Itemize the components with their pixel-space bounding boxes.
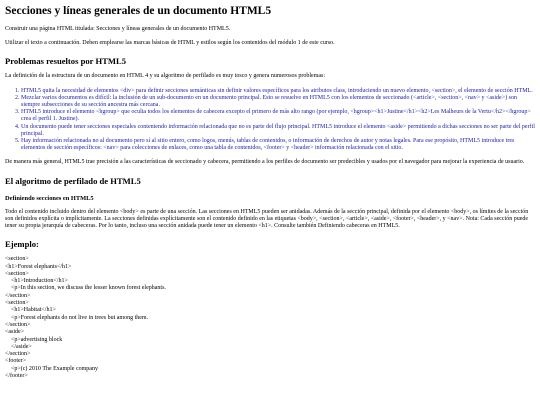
- subheading-defining-sections: Definiendo secciones en HTML5: [5, 194, 94, 202]
- example-code-block: <section> <h1>Forest elephants</h1> <section> <h1>Introduction</h1> <p>In this section, we discuss the lesser known forest elephants. </section> <section> <h1>Habitat</h1> <p>Forest elephants do not live in trees but among them. </section> <aside> <p>advertising block </aside> </section> <footer> <p>(c) 2010 The Example company </footer>: [5, 256, 166, 379]
- list-item: 4. Un documento puede tener secciones especiales conteniendo información relacionada que no es parte del flujo principal. HTML5 introduce el elemento <aside> permitiendo a dichas secciones no ser parte del perfil principal.: [21, 124, 535, 138]
- intro-paragraph-1: Construir una página HTML titulada: Secciones y líneas generales de un documento HTML5.: [5, 26, 231, 32]
- problems-closing-paragraph: De manera más general, HTML5 trae precisión a las características de seccionado y cabecera, permitiendo a los perfiles de documento ser predecibles y usados por el navegador para mejorar la experiencia de usuario.: [5, 159, 525, 166]
- algorithm-body-paragraph: Todo el contenido incluido dentro del elemento <body> es parte de una sección. Las secciones en HTML5 pueden ser anidadas. Además de la sección principal, definida por el elemento <body>, os límites de la sección son definidos explícita o implícitamente. La secciones definidas explícitamente son el contenido definido en las etiquetas <body>, <section>, <article>, <aside>, <footer>, <header>, y <nav>. Nota: Cada sección puede tener su propia jerarquía de cabeceras. Por lo tanto, incluso una sección anidada puede tener un elemento <h1>. Consulte también Definiendo cabeceras en HTML5.: [5, 208, 529, 230]
- problems-lead-paragraph: La definición de la estructura de un documento en HTML 4 y su algoritmo de perfilado es muy tosco y genera numerosos problemas:: [5, 73, 326, 80]
- list-item: 2. Mezclar varios documentos es difícil: la inclusión de un sub-documento en un documento principal. Esto se resuelve en HTML5 con los elementos de seccionado (<article>, <section>, <nav> y <aside>) son siempre subsecciones de su sección ancestra más cercana.: [21, 95, 535, 109]
- list-item: 1. HTML5 quita la necesidad de elementos <div> para definir secciones semánticas sin definir valores específicos para los atributos class, introduciendo un nuevo elemento, <section>, el elemento de sección HTML.: [21, 88, 535, 95]
- list-item: 5. Hay información relacionada no al documento pero sí al sitio entero, como logos, menús, tablas de contenidos, o información de derechos de autor y notas legales. Para ese propósito, HTML5 introduce tres elementos de sección específicos: <nav> para colecciones de enlaces, como una tabla de contenidos, <footer> y <header> información relacionada con el sitio.: [21, 138, 535, 152]
- problems-list: [5, 88, 535, 153]
- section-heading-problems: Problemas resueltos por HTML5: [5, 56, 127, 67]
- page-title: Secciones y líneas generales de un documento HTML5: [5, 5, 272, 17]
- list-item: 3. HTML5 introduce el elemento <hgroup> que oculta todos los elementos de cabecera excepto el primero de más alto rango (por ejemplo, <hgroup><h1>Justine</h1><h2>Les Malheurs de la Vertu</h2></hgroup> crea el perfil 1. Justine).: [21, 109, 535, 123]
- section-heading-example: Ejemplo:: [5, 239, 39, 250]
- section-heading-algorithm: El algoritmo de perfilado de HTML5: [5, 175, 141, 186]
- intro-paragraph-2: Utilizar el texto a continuación. Deben emplearse las marcas básicas de HTML y estilos según los contenidos del módulo 1 de este curso.: [5, 40, 335, 47]
